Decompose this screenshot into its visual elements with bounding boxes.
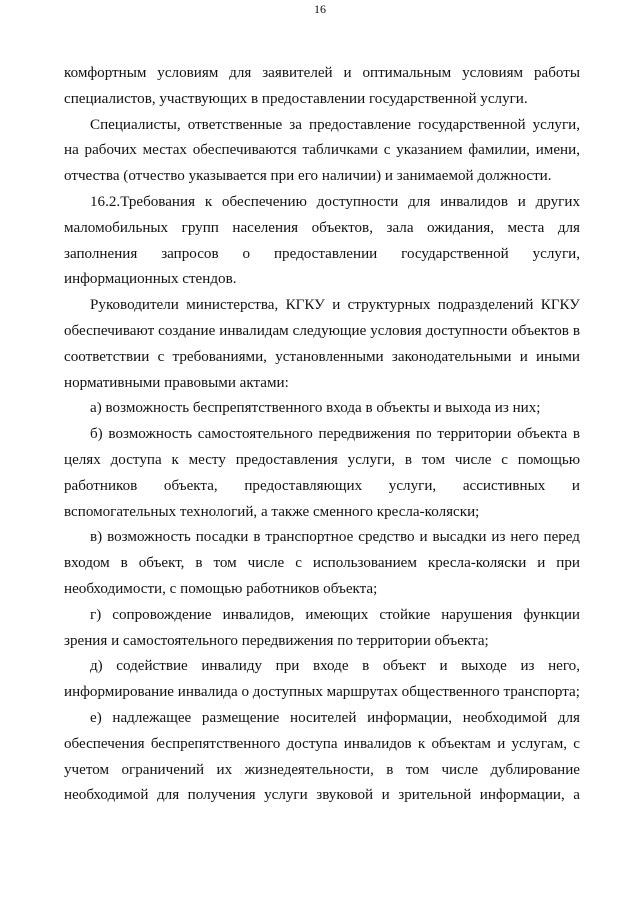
list-item-a: а) возможность беспрепятственного входа в объекты и выхода из них; xyxy=(90,400,541,417)
document-body xyxy=(64,61,580,809)
list-item-v: в) возможность посадки в транспортное средство и высадки из него перед входом в объект, в том числе с использованием кресла-коляски и при необходимости, с помощью работников объекта; xyxy=(64,529,580,597)
paragraph-requirements-16-2: 16.2.Требования к обеспечению доступности для инвалидов и других маломобильных групп населения объектов, зала ожидания, места для заполнения запросов о предоставлении государственной услуги, информационных стендов. xyxy=(64,193,580,288)
list-item-g: г) сопровождение инвалидов, имеющих стойкие нарушения функции зрения и самостоятельного передвижения по территории объекта; xyxy=(64,606,580,649)
paragraph-managers: Руководители министерства, КГКУ и структурных подразделений КГКУ обеспечивают создание инвалидам следующие условия доступности объектов в соответствии с требованиями, установленными законодательными и иными нормативными правовыми актами: xyxy=(64,297,580,391)
page-number: 16 xyxy=(314,2,326,16)
list-item-e: е) надлежащее размещение носителей информации, необходимой для обеспечения беспрепятственного доступа инвалидов к объектам и услугам, с учетом ограничений их жизнедеятельности, в том числе дублирование необходимой для получения услуги звуковой и зрительной информации, а xyxy=(64,709,580,804)
paragraph-continuation: комфортным условиям для заявителей и оптимальным условиям работы специалистов, участвующих в предоставлении государственной услуги. xyxy=(64,65,580,107)
list-item-d: д) содействие инвалиду при входе в объект и выходе из него, информирование инвалида о доступных маршрутах общественного транспорта; xyxy=(64,658,580,701)
list-item-b: б) возможность самостоятельного передвижения по территории объекта в целях доступа к месту предоставления услуги, в том числе с помощью работников объекта, предоставляющих услуги, ассистивных и вспомогательных технологий, а также сменного кресла-коляски; xyxy=(64,426,580,520)
paragraph-specialists: Специалисты, ответственные за предоставление государственной услуги, на рабочих местах обеспечиваются табличками с указанием фамилии, имени, отчества (отчество указывается при его наличии) и занимаемой должности. xyxy=(64,116,580,185)
